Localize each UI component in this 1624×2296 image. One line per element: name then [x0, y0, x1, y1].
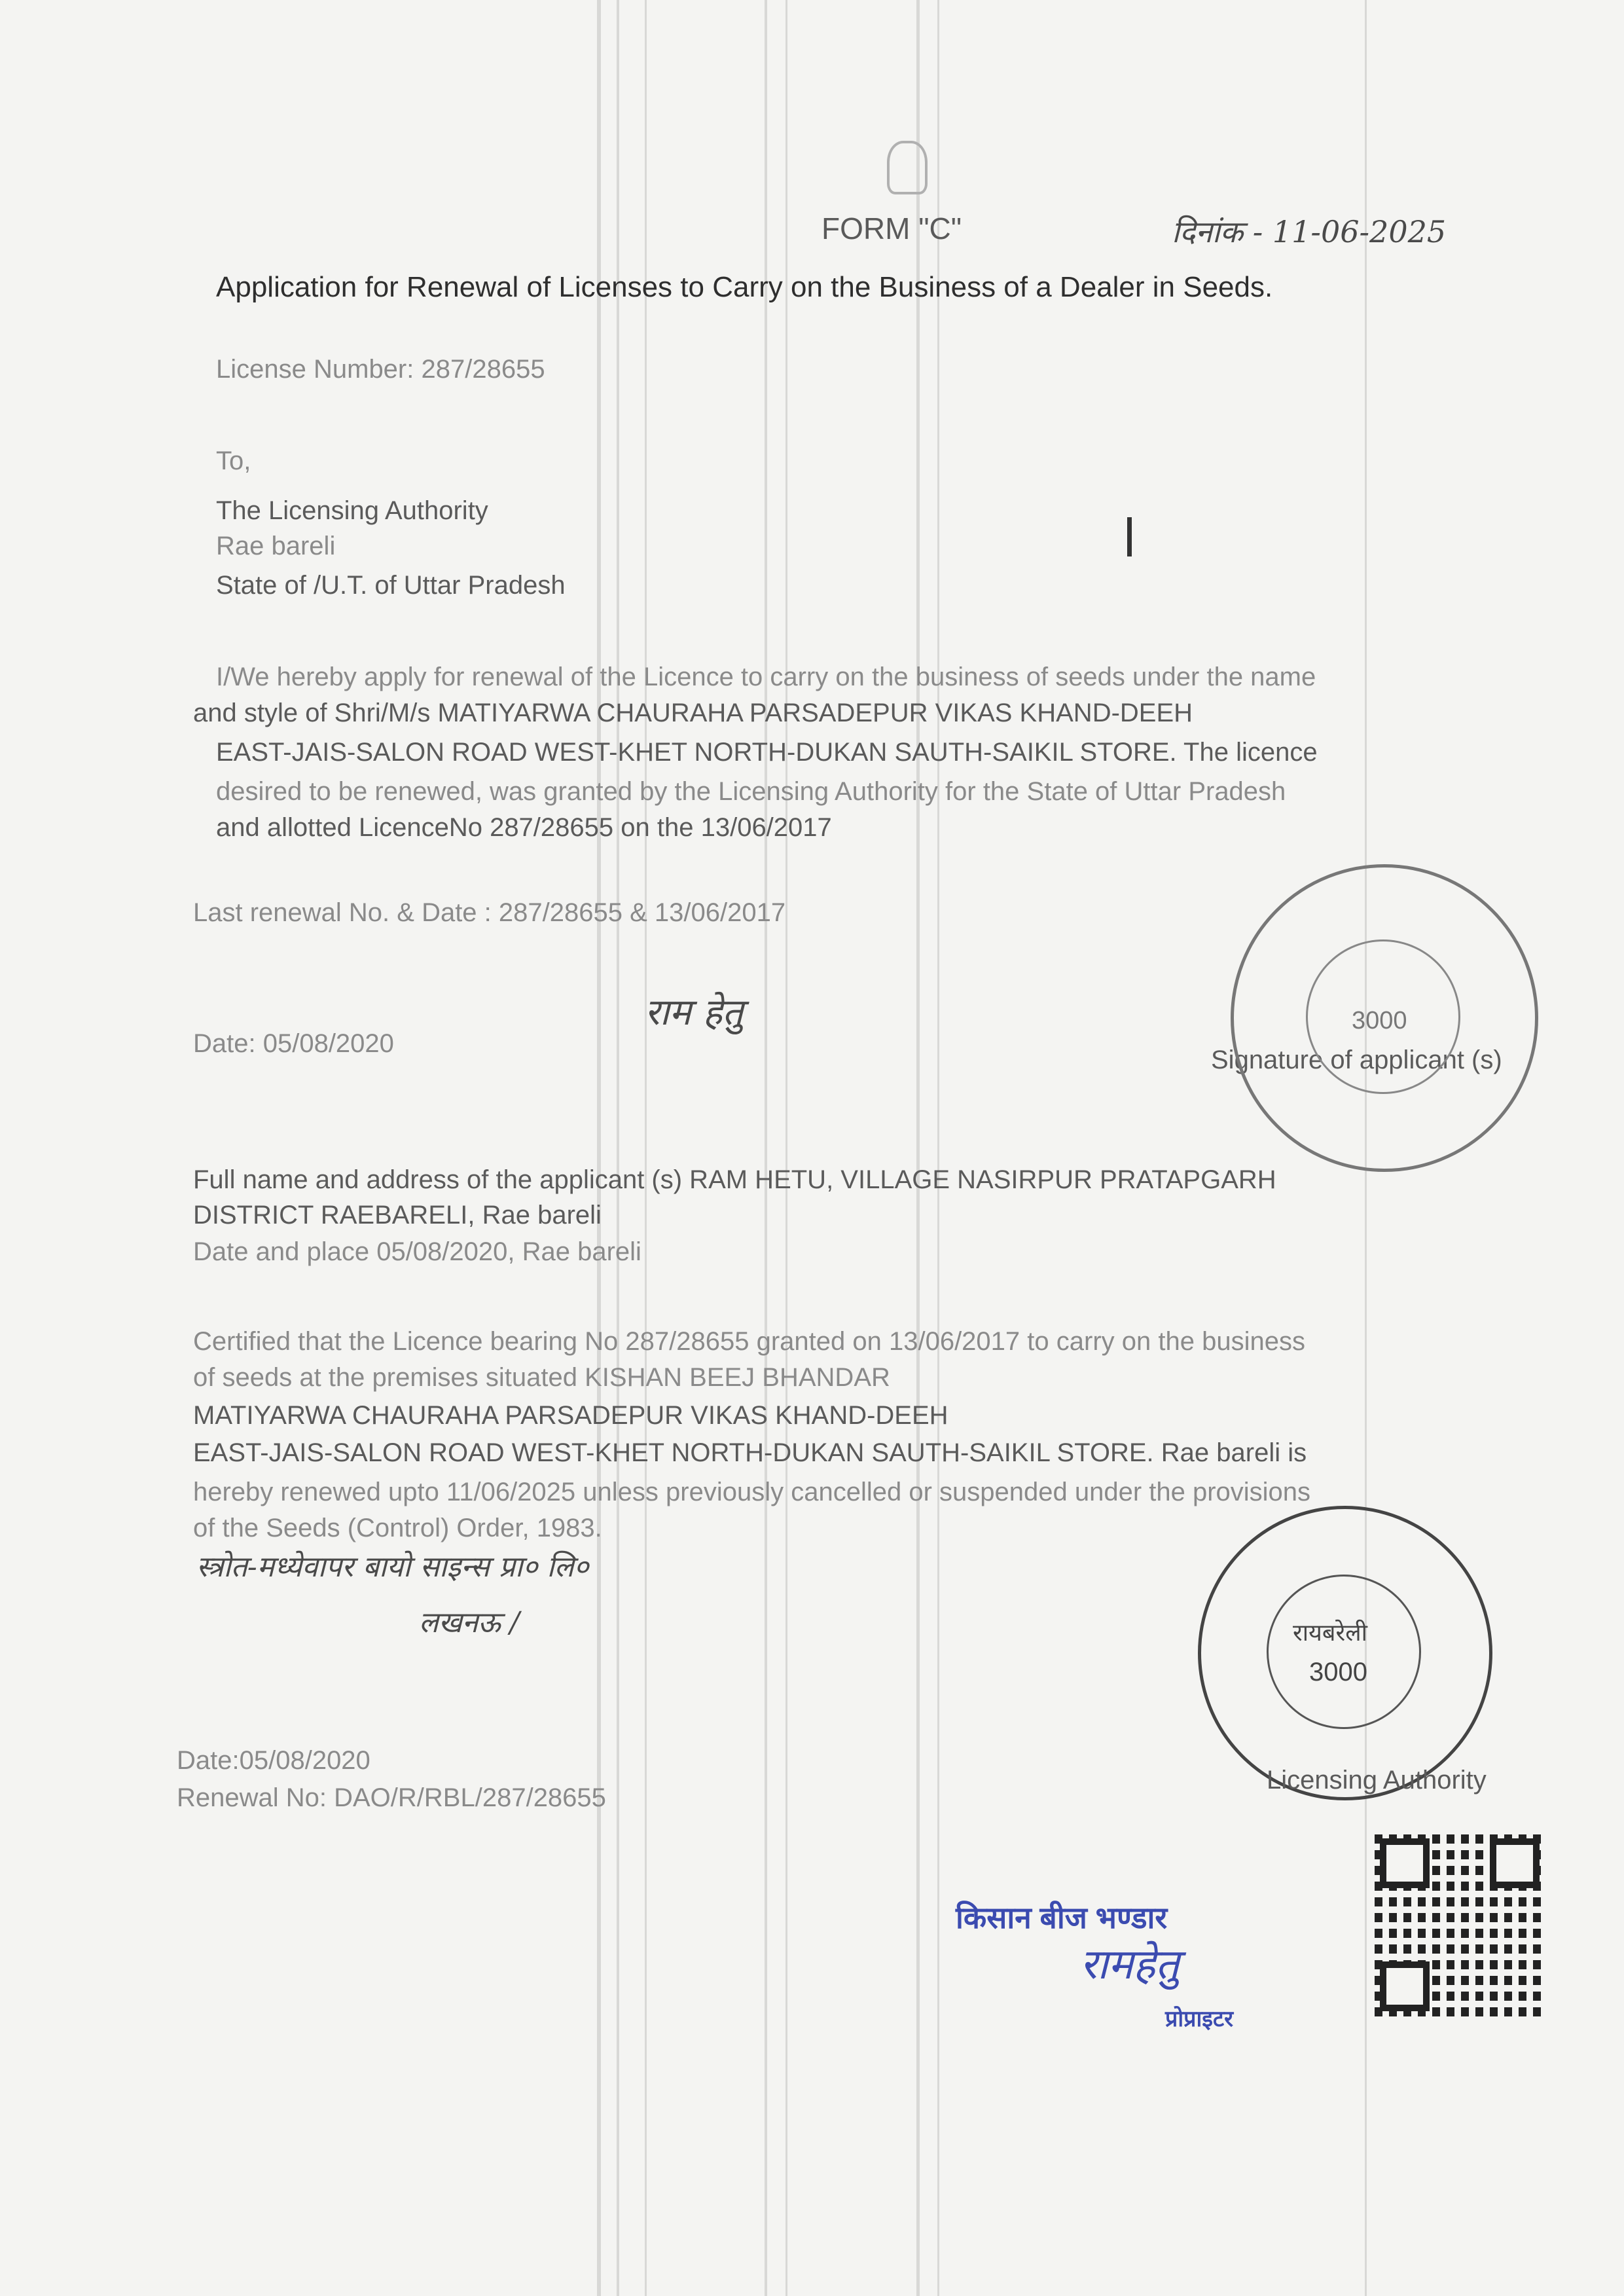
applicant-details-line-2: DISTRICT RAEBARELI, Rae bareli	[193, 1201, 602, 1230]
address-line-1: The Licensing Authority	[216, 496, 488, 525]
applicant-details-line-1: Full name and address of the applicant (s) RAM HETU, VILLAGE NASIRPUR PRATAPGARH	[193, 1165, 1276, 1194]
scan-streak	[617, 0, 619, 2296]
form-title: FORM "C"	[821, 211, 962, 246]
certificate-line-1: Certified that the Licence bearing No 287/28655 granted on 13/06/2017 to carry on the business	[193, 1327, 1305, 1356]
scan-streak	[937, 0, 939, 2296]
proprietor-title: प्रोप्राइटर	[1165, 2007, 1234, 2032]
applicant-details-line-3: Date and place 05/08/2020, Rae bareli	[193, 1237, 641, 1266]
qr-code	[1375, 1833, 1545, 2016]
application-line-3: EAST-JAIS-SALON ROAD WEST-KHET NORTH-DUKAN SAUTH-SAIKIL STORE. The licence	[216, 738, 1318, 767]
to-label: To,	[216, 446, 251, 475]
applicant-signature: राम हेतु	[645, 991, 744, 1034]
form-heading: Application for Renewal of Licenses to Carry on the Business of a Dealer in Seeds.	[216, 271, 1273, 303]
licensing-authority-label: Licensing Authority	[1267, 1766, 1487, 1795]
handwritten-note-2: लखनऊ /	[419, 1606, 520, 1639]
address-line-3: State of /U.T. of Uttar Pradesh	[216, 571, 566, 600]
handwritten-note-1: स्त्रोत-मध्येवापर बायो साइन्स प्रा० लि०	[196, 1550, 589, 1584]
last-renewal: Last renewal No. & Date : 287/28655 & 13/06/2017	[193, 898, 786, 927]
proprietor-signature: रामहेतु	[1080, 1941, 1180, 1989]
stamp-center: रायबरेली	[1293, 1619, 1367, 1646]
scan-streak	[916, 0, 920, 2296]
scan-streak	[597, 0, 601, 2296]
authority-date: Date:05/08/2020	[177, 1746, 370, 1775]
application-line-4: desired to be renewed, was granted by the Licensing Authority for the State of Uttar Pradesh	[216, 777, 1286, 806]
mark-icon	[1127, 517, 1132, 556]
application-line-1: I/We hereby apply for renewal of the Licence to carry on the business of seeds under the name	[216, 663, 1316, 691]
applicant-date: Date: 05/08/2020	[193, 1029, 394, 1058]
scan-streak	[785, 0, 787, 2296]
official-stamp	[1198, 1506, 1492, 1800]
certificate-line-3: MATIYARWA CHAURAHA PARSADEPUR VIKAS KHAND-DEEH	[193, 1401, 948, 1430]
certificate-line-2: of seeds at the premises situated KISHAN BEEJ BHANDAR	[193, 1363, 890, 1392]
certificate-line-6: of the Seeds (Control) Order, 1983.	[193, 1514, 602, 1542]
certificate-line-5: hereby renewed upto 11/06/2025 unless previously cancelled or suspended under the provisions	[193, 1478, 1311, 1506]
certificate-line-4: EAST-JAIS-SALON ROAD WEST-KHET NORTH-DUKAN SAUTH-SAIKIL STORE. Rae bareli is	[193, 1438, 1307, 1467]
application-line-2: and style of Shri/M/s MATIYARWA CHAURAHA PARSADEPUR VIKAS KHAND-DEEH	[193, 699, 1193, 727]
proprietor-shop-name: किसान बीज भण्डार	[956, 1901, 1168, 1935]
scan-streak	[645, 0, 647, 2296]
official-stamp	[1231, 864, 1538, 1172]
stamp-number: 3000	[1352, 1007, 1407, 1034]
application-line-5: and allotted LicenceNo 287/28655 on the 13/06/2017	[216, 813, 832, 842]
applicant-signature-label: Signature of applicant (s)	[1211, 1046, 1502, 1074]
handwritten-date: दिनांक - 11-06-2025	[1172, 214, 1447, 249]
stamp-number: 3000	[1309, 1658, 1367, 1686]
address-line-2: Rae bareli	[216, 532, 336, 560]
license-number: License Number: 287/28655	[216, 355, 545, 384]
renewal-number: Renewal No: DAO/R/RBL/287/28655	[177, 1783, 606, 1812]
scan-streak	[765, 0, 767, 2296]
emblem-icon	[887, 141, 928, 194]
